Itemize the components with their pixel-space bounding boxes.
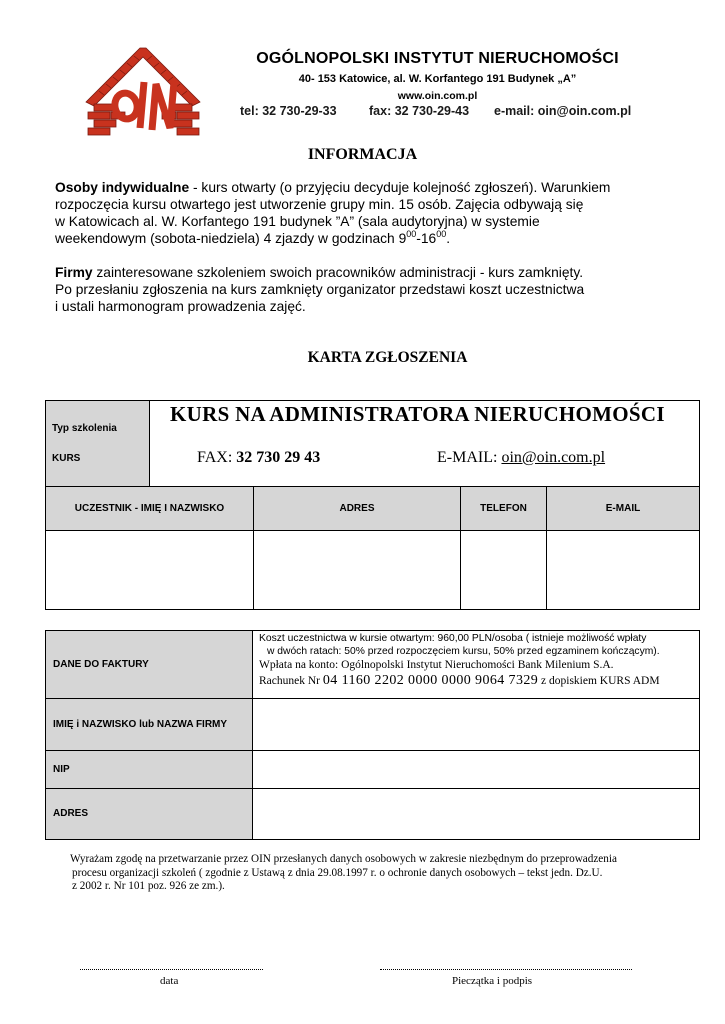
org-name: OGÓLNOPOLSKI INSTYTUT NIERUCHOMOŚCI bbox=[256, 50, 619, 67]
header-uczestnik: UCZESTNIK - IMIĘ I NAZWISKO bbox=[74, 503, 225, 514]
row-divider bbox=[46, 698, 699, 699]
informacja-title: INFORMACJA bbox=[307, 146, 418, 163]
org-address: 40- 153 Katowice, al. W. Korfantego 191 Budynek „A” bbox=[298, 73, 577, 85]
invoice-address-input[interactable] bbox=[255, 790, 698, 838]
nip-input[interactable] bbox=[255, 752, 698, 787]
payment-info: Koszt uczestnictwa w kursie otwartym: 960,00 PLN/osoba ( istnieje możliwość wpłaty w dwóch ratach: 50% przed rozpoczęciem kursu, 50% przed egzaminem kończącym). Wpłata na konto: Ogólnopolski Instytut Nieruchomości Bank Milenium S.A. Rachunek Nr 04 1160 2202 0000 0000 9064 7329 z dopiskiem KURS ADM bbox=[259, 633, 660, 688]
logo-letters bbox=[112, 82, 174, 130]
header-email: E-MAIL bbox=[605, 503, 641, 514]
oin-logo bbox=[82, 44, 202, 136]
osoby-bold: Osoby indywidualne bbox=[55, 180, 190, 195]
org-website[interactable]: www.oin.com.pl bbox=[397, 90, 478, 102]
karta-title: KARTA ZGŁOSZENIA bbox=[307, 349, 468, 366]
course-fax-number: 32 730 29 43 bbox=[236, 449, 321, 466]
firmy-paragraph: Firmy zainteresowane szkoleniem swoich pracowników administracji - kurs zamknięty. Po przesłaniu zgłoszenia na kurs zamknięty organizator przedstawi koszt uczestnictwa i ustali harmonogram prowadzenia zajęć. bbox=[55, 265, 585, 314]
course-email-link[interactable]: oin@oin.com.pl bbox=[501, 449, 606, 466]
typ-szkolenia-label: Typ szkolenia bbox=[52, 423, 117, 434]
date-signature-line[interactable] bbox=[80, 969, 263, 970]
kurs-label: KURS bbox=[52, 453, 81, 464]
header-telefon: TELEFON bbox=[480, 503, 527, 514]
participant-phone-input[interactable] bbox=[462, 532, 545, 609]
participant-email-input[interactable] bbox=[548, 532, 698, 609]
name-or-company-input[interactable] bbox=[255, 700, 698, 749]
stamp-signature-line[interactable] bbox=[380, 969, 632, 970]
course-email: E-MAIL: oin@oin.com.pl bbox=[437, 449, 606, 466]
course-fax: FAX: 32 730 29 43 bbox=[197, 449, 321, 466]
participant-address-input[interactable] bbox=[255, 532, 459, 609]
row-divider bbox=[46, 788, 699, 789]
date-label: data bbox=[160, 975, 179, 987]
dane-do-faktury-label: DANE DO FAKTURY bbox=[53, 659, 149, 670]
nip-label: NIP bbox=[53, 764, 70, 775]
row-divider bbox=[46, 750, 699, 751]
account-number: 04 1160 2202 0000 0000 9064 7329 bbox=[322, 673, 539, 688]
course-type-cell bbox=[46, 401, 150, 487]
contact-line bbox=[240, 104, 640, 118]
firmy-bold: Firmy bbox=[55, 265, 93, 280]
header-adres: ADRES bbox=[339, 503, 375, 514]
course-title: KURS NA ADMINISTRATORA NIERUCHOMOŚCI bbox=[170, 402, 665, 426]
osoby-paragraph: Osoby indywidualne - kurs otwarty (o przyjęciu decyduje kolejność zgłoszeń). Warunkiem rozpoczęcia kursu otwartego jest utworzenie grupy min. 15 osób. Zajęcia odbywają się w Katowicach al. W. Korfantego 191 budynek ”A” (sala audytoryjna) w systemie weekendowym (sobota-niedziela) 4 zjazdy w godzinach $9^{00}-16^{00}$. bbox=[55, 180, 611, 246]
org-phone: tel: 32 730-29-33 bbox=[240, 104, 337, 118]
adres-label: ADRES bbox=[53, 808, 89, 819]
org-email[interactable]: e-mail: oin@oin.com.pl bbox=[494, 104, 632, 118]
participant-name-input[interactable] bbox=[47, 532, 252, 609]
org-fax: fax: 32 730-29-43 bbox=[369, 104, 470, 118]
stamp-label: Pieczątka i podpis bbox=[452, 975, 533, 987]
consent-text: Wyrażam zgodę na przetwarzanie przez OIN przesłanych danych osobowych w zakresie niezbędnym do przeprowadzenia procesu organizacji szkoleń ( zgodnie z Ustawą z dnia 29.08.1997 r. o ochronie danych osobowych – tekst jedn. Dz.U. z 2002 r. Nr 101 poz. 926 ze zm.). bbox=[70, 853, 617, 892]
name-or-company-label: IMIĘ i NAZWISKO lub NAZWA FIRMY bbox=[53, 719, 228, 730]
